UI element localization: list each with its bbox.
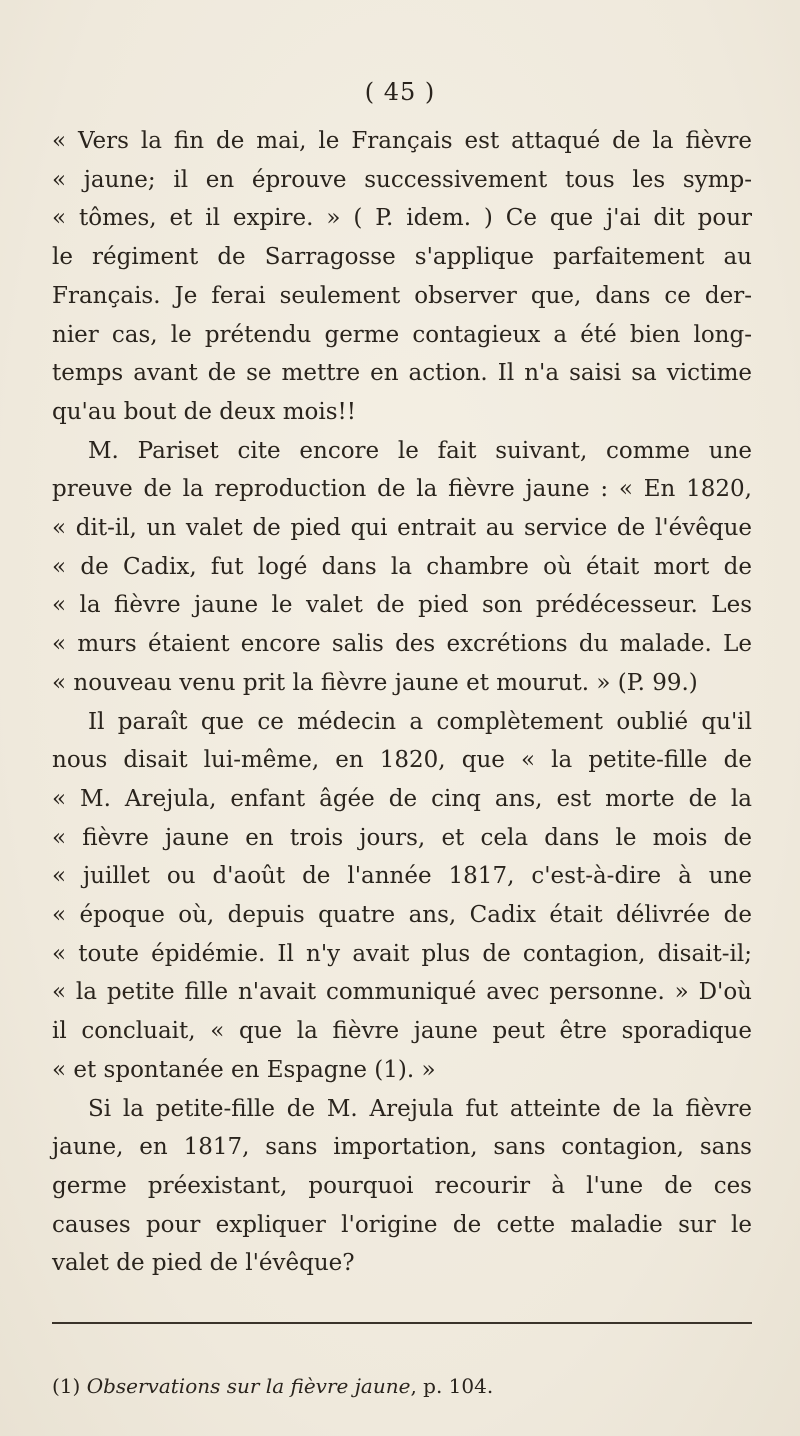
text-line: « et spontanée en Espagne (1). »: [52, 1056, 436, 1083]
text-line: preuve de la reproduction de la fièvre jaune : « En 1820,: [52, 476, 752, 503]
page-number: ( 45 ): [364, 78, 436, 106]
text-line: germe préexistant, pourquoi recourir à l'une de ces: [52, 1172, 752, 1199]
text-line: « jaune; il en éprouve successivement tous les symp-: [52, 166, 752, 193]
text-line: « la petite fille n'avait communiqué avec personne. » D'où: [52, 979, 752, 1006]
text-line: temps avant de se mettre en action. Il n'a saisi sa victime: [52, 360, 752, 387]
text-line: jaune, en 1817, sans importation, sans contagion, sans: [52, 1134, 752, 1161]
text-line: Il paraît que ce médecin a complètement oublié qu'il: [88, 708, 752, 735]
text-line: « la fièvre jaune le valet de pied son prédécesseur. Les: [52, 592, 752, 619]
text-line: « de Cadix, fut logé dans la chambre où était mort de: [52, 553, 752, 580]
text-line: Si la petite-fille de M. Arejula fut atteinte de la fièvre: [88, 1095, 752, 1122]
text-line: le régiment de Sarragosse s'applique parfaitement au: [52, 244, 752, 271]
footnote-divider: [52, 1322, 752, 1324]
text-line: « tômes, et il expire. » ( P. idem. ) Ce que j'ai dit pour: [52, 205, 752, 232]
text-line: M. Pariset cite encore le fait suivant, comme une: [88, 437, 752, 464]
text-line: « époque où, depuis quatre ans, Cadix était délivrée de: [52, 902, 752, 929]
text-line: « dit-il, un valet de pied qui entrait au service de l'évêque: [52, 515, 752, 542]
text-line: nier cas, le prétendu germe contagieux a été bien long-: [52, 321, 752, 348]
text-line: « Vers la fin de mai, le Français est attaqué de la fièvre: [52, 128, 752, 154]
footnote-page-ref: , p. 104.: [410, 1374, 494, 1398]
text-line: « nouveau venu prit la fièvre jaune et mourut. » (P. 99.): [52, 669, 698, 696]
text-line: nous disait lui-même, en 1820, que « la petite-fille de: [52, 747, 752, 774]
text-line: « M. Arejula, enfant âgée de cinq ans, est morte de la: [52, 785, 752, 812]
text-line: Français. Je ferai seulement observer que, dans ce der-: [52, 282, 752, 309]
footnote: [52, 1374, 752, 1398]
text-line: « juillet ou d'août de l'année 1817, c'est-à-dire à une: [52, 863, 752, 890]
text-line: qu'au bout de deux mois!!: [52, 398, 357, 425]
text-line: « murs étaient encore salis des excrétions du malade. Le: [52, 631, 752, 658]
footnote-marker: (1): [52, 1374, 87, 1398]
footnote-title: Observations sur la fièvre jaune: [86, 1374, 411, 1398]
text-line: « fièvre jaune en trois jours, et cela dans le mois de: [52, 824, 752, 851]
text-line: « toute épidémie. Il n'y avait plus de contagion, disait-il;: [52, 940, 752, 967]
text-line: valet de pied de l'évêque?: [52, 1250, 355, 1277]
body-text: [52, 122, 752, 1283]
text-line: il concluait, « que la fièvre jaune peut être sporadique: [52, 1018, 752, 1045]
text-line: causes pour expliquer l'origine de cette maladie sur le: [52, 1211, 752, 1238]
